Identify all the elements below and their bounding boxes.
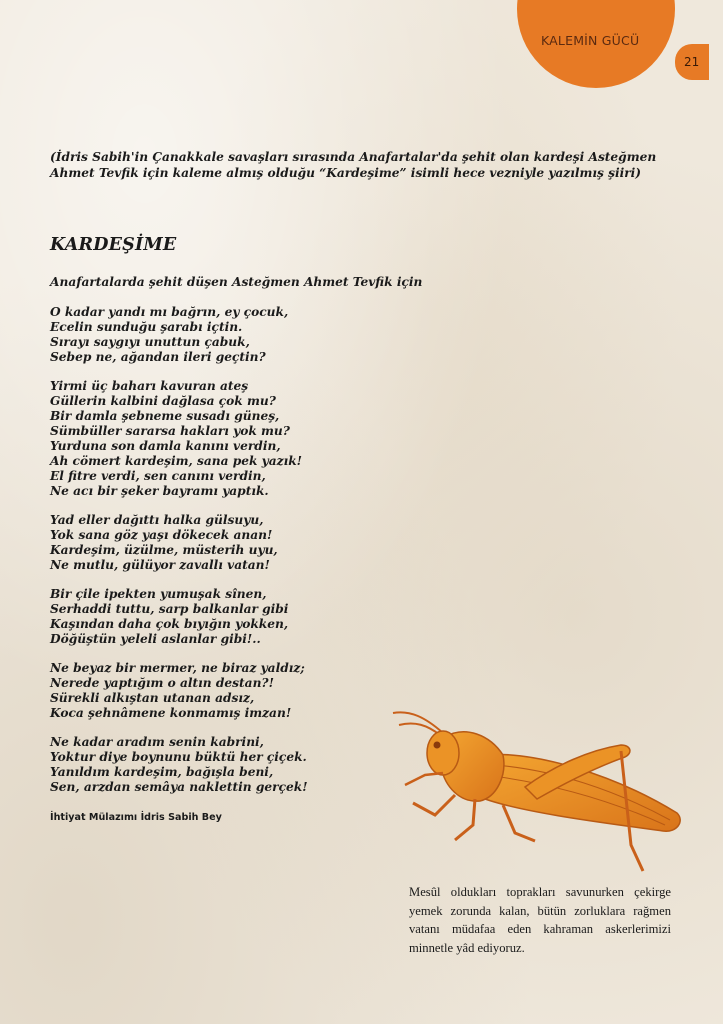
illustration-caption: Mesûl oldukları toprakları savunurken çekirge yemek zorunda kalan, bütün zorluklara rağmen vatanı müdafaa eden kahraman askerlerimizi minnetle yâd ediyoruz. [409,885,671,955]
poem-dedication: Anafartalarda şehit düşen Asteğmen Ahmet Tevfik için [50,275,423,289]
grasshopper-icon [385,695,685,880]
poem-line: Bir çile ipekten yumuşak sînen, [50,587,267,601]
page-number: 21 [684,55,700,69]
poem-line: Sebep ne, ağandan ileri geçtin? [50,350,266,364]
poem-line: Sürekli alkıştan utanan adsız, [50,691,255,705]
poem-line: Koca şehnâmene konmamış imzan! [50,706,292,720]
poem-line: Kardeşim, üzülme, müsterih uyu, [50,543,278,557]
poem-title: KARDEŞİME [50,235,177,255]
poem-line: Ecelin sunduğu şarabı içtin. [50,320,243,334]
poem-line: Yanıldım kardeşim, bağışla beni, [50,765,274,779]
poem-line: Döğüştün yeleli aslanlar gibi!.. [50,632,261,646]
section-title: KALEMİN GÜCÜ [541,33,640,48]
poem-signature: İhtiyat Mülazımı İdris Sabih Bey [50,812,222,823]
poem-line: El fitre verdi, sen canını verdin, [50,469,266,483]
stanza-2 [50,379,308,499]
poem-line: Yirmi üç baharı kavuran ateş [50,379,249,393]
poem-line: Yurduna son damla kanını verdin, [50,439,281,453]
poem-line: Ne mutlu, gülüyor zavallı vatan! [50,558,270,572]
poem-body [50,305,308,809]
stanza-1 [50,305,308,365]
poem-line: Yok sana göz yaşı dökecek anan! [50,528,273,542]
poem-line: Sırayı saygıyı unuttun çabuk, [50,335,250,349]
poem-line: Yad eller dağıttı halka gülsuyu, [50,513,264,527]
poem-line: Kaşından daha çok bıyığın yokken, [50,617,289,631]
poem-line: Ne beyaz bir mermer, ne biraz yaldız; [50,661,305,675]
stanza-4 [50,587,308,647]
poem-line: Ah cömert kardeşim, sana pek yazık! [50,454,303,468]
poem-line: Bir damla şebneme susadı güneş, [50,409,280,423]
intro-paragraph: (İdris Sabih'in Çanakkale savaşları sırasında Anafartalar'da şehit olan kardeşi Asteğmen Ahmet Tevfik için kaleme almış olduğu “Kardeşime” isimli hece vezniyle yazılmış şiiri) [50,150,657,180]
stanza-5 [50,661,308,721]
stanza-6 [50,735,308,795]
poem-line: O kadar yandı mı bağrın, ey çocuk, [50,305,289,319]
poem-line: Serhaddi tuttu, sarp balkanlar gibi [50,602,289,616]
poem-line: Ne kadar aradım senin kabrini, [50,735,264,749]
poem-line: Sümbüller sararsa hakları yok mu? [50,424,290,438]
poem-line: Nerede yaptığım o altın destan?! [50,676,274,690]
poem-line: Yoktur diye boynunu büktü her çiçek. [50,750,307,764]
poem-line: Sen, arzdan semâya naklettin gerçek! [50,780,308,794]
poem-line: Ne acı bir şeker bayramı yaptık. [50,484,269,498]
poem-line: Güllerin kalbini dağlasa çok mu? [50,394,276,408]
stanza-3 [50,513,308,573]
